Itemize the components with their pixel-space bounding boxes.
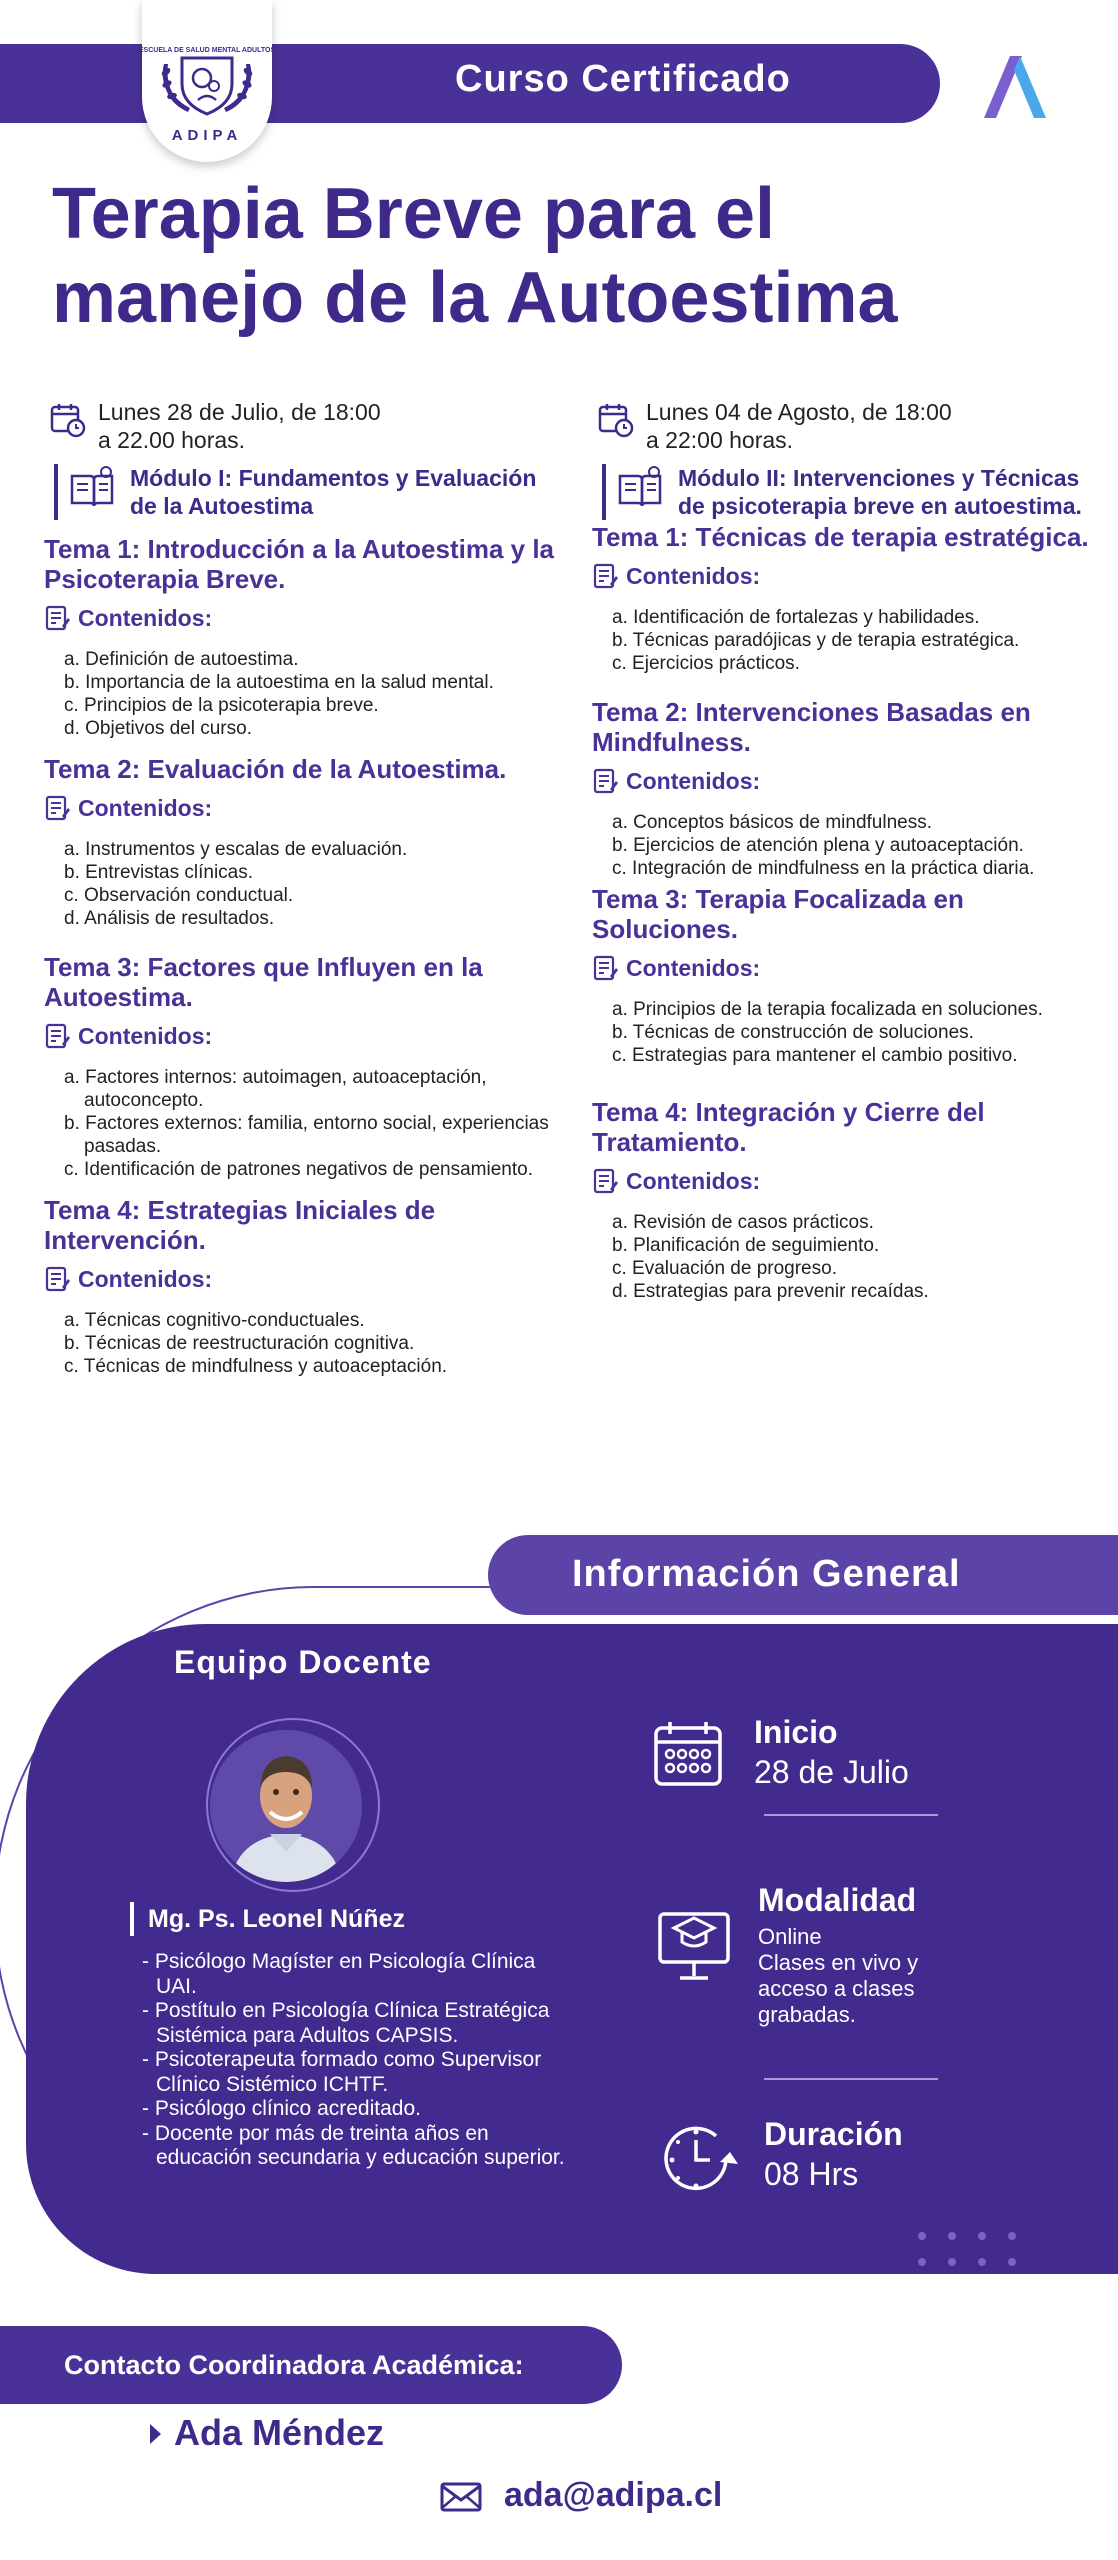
document-list-icon: [592, 562, 620, 590]
module-1-date: [44, 398, 564, 454]
contents-label: Contenidos:: [626, 1167, 761, 1194]
module-1-tema-1-items: [58, 648, 564, 740]
modality-line-1: Online: [758, 1924, 822, 1949]
contents-label-row: [44, 794, 564, 822]
module-book-icon: [616, 464, 664, 510]
cv-item: - Psicoterapeuta formado como Supervisor Clínico Sistémico ICHTF.: [142, 2048, 542, 2096]
module-2-tema-3-items: [606, 998, 1112, 1067]
contents-label-row: [44, 1022, 564, 1050]
badge-top-text: ESCUELA DE SALUD MENTAL ADULTOS: [142, 47, 272, 54]
contents-label: Contenidos:: [626, 562, 761, 589]
page-title: [52, 172, 1052, 340]
contents-label-row: [592, 562, 1112, 590]
teacher-cv: [142, 1950, 582, 2171]
module-1-tema-4-title: Tema 4: Estrategias Iniciales de Intervención.: [44, 1195, 436, 1255]
module-2-tema-2-title: Tema 2: Intervenciones Basadas en Mindfulness.: [592, 697, 1031, 757]
modality-line-2: Clases en vivo y: [758, 1950, 919, 1975]
modality-info: [758, 1880, 918, 2028]
duration-value: 08 Hrs: [764, 2156, 859, 2192]
document-list-icon: [592, 767, 620, 795]
duration-info: [764, 2114, 903, 2194]
contents-label: Contenidos:: [78, 1265, 213, 1292]
duration-label: Duración: [764, 2116, 903, 2152]
list-item: c. Integración de mindfulness en la práctica diaria.: [612, 858, 1035, 879]
module-2-heading: [602, 464, 1112, 520]
document-list-icon: [592, 954, 620, 982]
document-list-icon: [44, 1022, 72, 1050]
teacher-photo-icon: [210, 1730, 362, 1882]
list-item: c. Técnicas de mindfulness y autoaceptación.: [64, 1356, 448, 1377]
contents-label: Contenidos:: [78, 794, 213, 821]
contents-label: Contenidos:: [78, 604, 213, 631]
list-item: b. Técnicas paradójicas y de terapia estratégica.: [612, 630, 1020, 651]
module-2-date-line-1: Lunes 04 de Agosto, de 18:00: [646, 399, 952, 425]
module-1-tema-3-items: [58, 1066, 564, 1181]
adipa-seal-icon: [142, 0, 272, 162]
calendar-clock-icon: [598, 402, 634, 438]
module-1-tema-1-title: Tema 1: Introducción a la Autoestima y la Psicoterapia Breve.: [44, 534, 555, 594]
contents-label-row: [44, 1265, 564, 1293]
cv-item: - Postítulo en Psicología Clínica Estratégica Sistémica para Adultos CAPSIS.: [142, 1999, 550, 2047]
caret-right-icon: [150, 2424, 161, 2444]
divider: [764, 2078, 938, 2080]
list-item: b. Factores externos: familia, entorno social, experiencias pasadas.: [64, 1113, 549, 1157]
list-item: c. Identificación de patrones negativos de pensamiento.: [64, 1159, 533, 1180]
online-class-icon: [656, 1900, 732, 1984]
module-2-date: [592, 398, 1112, 454]
decorative-dots: [918, 2232, 1028, 2272]
badge-name: ADIPA: [171, 127, 243, 144]
contact-label: Contacto Coordinadora Académica:: [64, 2350, 524, 2380]
contents-label-row: [592, 954, 1112, 982]
list-item: a. Factores internos: autoimagen, autoaceptación, autoconcepto.: [64, 1067, 487, 1111]
list-item: a. Instrumentos y escalas de evaluación.: [64, 839, 408, 860]
contents-label-row: [592, 1167, 1112, 1195]
teacher-name: Mg. Ps. Leonel Núñez: [130, 1902, 405, 1936]
document-list-icon: [44, 1265, 72, 1293]
title-line-2: manejo de la Autoestima: [52, 258, 898, 338]
module-1-tema-3-title: Tema 3: Factores que Influyen en la Autoestima.: [44, 952, 483, 1012]
list-item: b. Técnicas de construcción de soluciones.: [612, 1022, 974, 1043]
team-title: Equipo Docente: [174, 1644, 432, 1680]
module-1-heading: [54, 464, 564, 520]
list-item: d. Análisis de resultados.: [64, 908, 275, 929]
list-item: a. Definición de autoestima.: [64, 649, 299, 670]
contents-label-row: [592, 767, 1112, 795]
module-1-title: Módulo I: Fundamentos y Evaluación de la Autoestima: [130, 465, 537, 519]
list-item: c. Principios de la psicoterapia breve.: [64, 695, 379, 716]
module-2-column: [592, 398, 1112, 1303]
list-item: c. Evaluación de progreso.: [612, 1258, 837, 1279]
coordinator-name: Ada Méndez: [174, 2412, 385, 2453]
adipa-logo-icon: [980, 50, 1050, 122]
list-item: c. Ejercicios prácticos.: [612, 653, 800, 674]
contents-label-row: [44, 604, 564, 632]
module-1-tema-2-title: Tema 2: Evaluación de la Autoestima.: [44, 754, 507, 784]
contents-label: Contenidos:: [626, 767, 761, 794]
modality-line-3: acceso a clases: [758, 1976, 915, 2001]
info-title: Información General: [572, 1553, 961, 1595]
module-1-tema-2-items: [58, 838, 564, 930]
list-item: a. Técnicas cognitivo-conductuales.: [64, 1310, 365, 1331]
module-1-date-line-1: Lunes 28 de Julio, de 18:00: [98, 399, 381, 425]
list-item: b. Ejercicios de atención plena y autoaceptación.: [612, 835, 1024, 856]
modality-line-4: grabadas.: [758, 2002, 856, 2027]
start-value: 28 de Julio: [754, 1754, 909, 1790]
cv-item: - Docente por más de treinta años en educación secundaria y educación superior.: [142, 2121, 565, 2169]
start-info: [754, 1712, 909, 1792]
module-2-tema-2-items: [606, 811, 1112, 880]
module-1-date-line-2: a 22.00 horas.: [98, 427, 246, 453]
list-item: d. Objetivos del curso.: [64, 718, 252, 739]
module-2-tema-1-title: Tema 1: Técnicas de terapia estratégica.: [592, 522, 1089, 552]
calendar-clock-icon: [50, 402, 86, 438]
list-item: a. Identificación de fortalezas y habilidades.: [612, 607, 980, 628]
clock-icon: [660, 2122, 738, 2196]
list-item: b. Importancia de la autoestima en la salud mental.: [64, 672, 494, 693]
module-2-tema-1-items: [606, 606, 1112, 675]
module-2-title: Módulo II: Intervenciones y Técnicas de psicoterapia breve en autoestima.: [678, 465, 1082, 519]
modality-label: Modalidad: [758, 1882, 917, 1918]
module-2-tema-3-title: Tema 3: Terapia Focalizada en Soluciones.: [592, 884, 964, 944]
avatar: [210, 1730, 362, 1882]
mail-icon: [440, 2482, 482, 2512]
divider: [764, 1814, 938, 1816]
module-book-icon: [68, 464, 116, 510]
list-item: b. Entrevistas clínicas.: [64, 862, 254, 883]
list-item: b. Planificación de seguimiento.: [612, 1235, 880, 1256]
contents-label: Contenidos:: [626, 954, 761, 981]
list-item: d. Estrategias para prevenir recaídas.: [612, 1281, 929, 1302]
document-list-icon: [592, 1167, 620, 1195]
start-label: Inicio: [754, 1714, 838, 1750]
header-label: Curso Certificado: [455, 58, 791, 100]
list-item: c. Observación conductual.: [64, 885, 294, 906]
calendar-icon: [652, 1718, 724, 1790]
list-item: a. Conceptos básicos de mindfulness.: [612, 812, 933, 833]
list-item: c. Estrategias para mantener el cambio positivo.: [612, 1045, 1018, 1066]
list-item: b. Técnicas de reestructuración cognitiva.: [64, 1333, 415, 1354]
title-line-1: Terapia Breve para el: [52, 174, 776, 254]
document-list-icon: [44, 794, 72, 822]
module-2-date-line-2: a 22:00 horas.: [646, 427, 794, 453]
coordinator-email[interactable]: ada@adipa.cl: [504, 2476, 723, 2514]
list-item: a. Revisión de casos prácticos.: [612, 1212, 874, 1233]
module-2-tema-4-items: [606, 1211, 1112, 1303]
module-1-column: [44, 398, 564, 1378]
module-1-tema-4-items: [58, 1309, 564, 1378]
module-2-tema-4-title: Tema 4: Integración y Cierre del Tratamiento.: [592, 1097, 985, 1157]
cv-item: - Psicólogo Magíster en Psicología Clínica UAI.: [142, 1950, 536, 1998]
info-panel: [26, 1624, 1118, 2274]
list-item: a. Principios de la terapia focalizada en soluciones.: [612, 999, 1043, 1020]
document-list-icon: [44, 604, 72, 632]
cv-item: - Psicólogo clínico acreditado.: [142, 2097, 421, 2120]
contents-label: Contenidos:: [78, 1022, 213, 1049]
adipa-badge: [142, 0, 272, 162]
